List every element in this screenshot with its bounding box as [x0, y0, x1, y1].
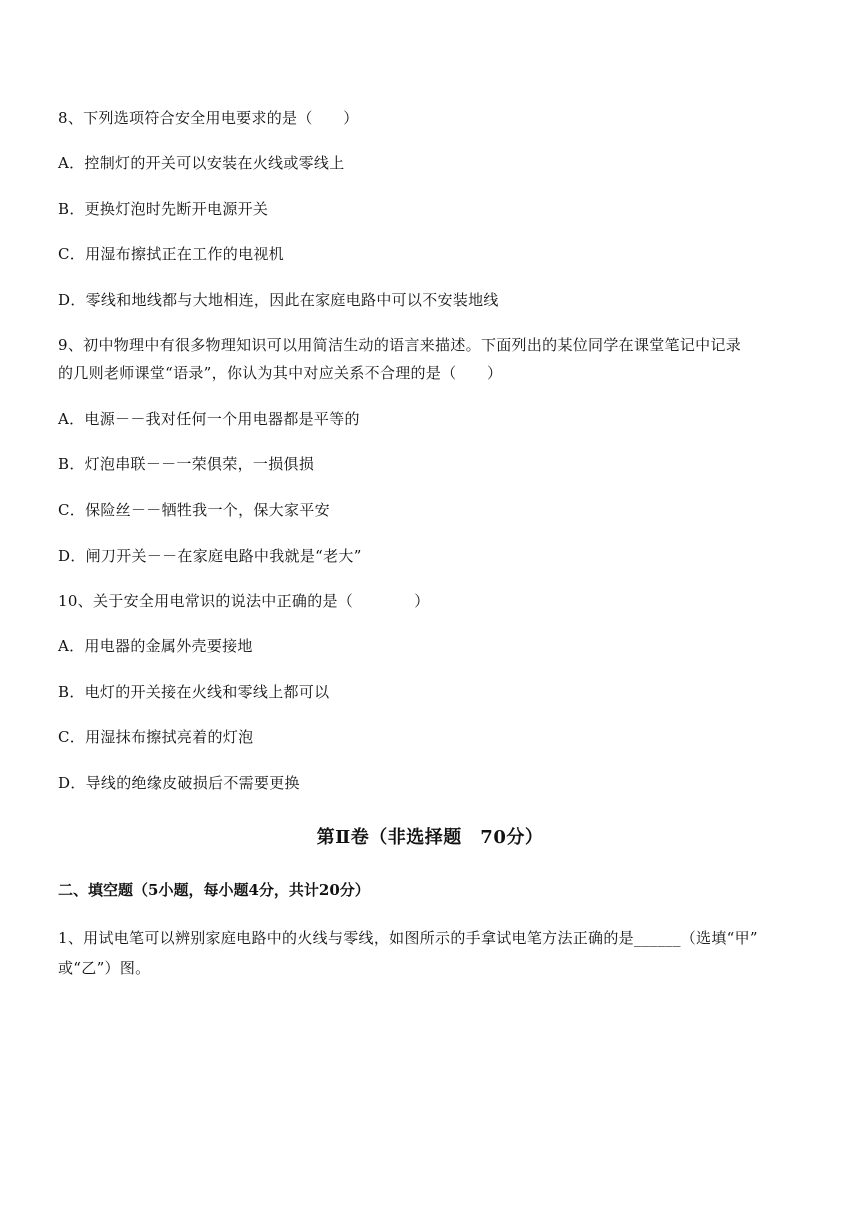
- question-10-stem: 10、关于安全用电常识的说法中正确的是（ ）: [58, 592, 430, 610]
- question-8-option-c: C．用湿布擦拭正在工作的电视机: [58, 245, 284, 263]
- part-2-title: 第Ⅱ卷（非选择题 70分）: [316, 827, 544, 848]
- fill-in-section-heading: 二、填空题（5小题，每小题4分，共计20分）: [58, 881, 370, 899]
- question-9-option-a: A．电源－－我对任何一个用电器都是平等的: [58, 410, 360, 428]
- question-10-option-a: A．用电器的金属外壳要接地: [58, 637, 253, 655]
- fill-in-question-1-line1: 1、用试电笔可以辨别家庭电路中的火线与零线，如图所示的手拿试电笔方法正确的是______（选填“甲”: [58, 929, 758, 947]
- question-10-option-d: D．导线的绝缘皮破损后不需要更换: [58, 774, 300, 792]
- question-8-option-b: B．更换灯泡时先断开电源开关: [58, 200, 269, 218]
- question-9-option-b: B．灯泡串联－－一荣俱荣，一损俱损: [58, 455, 315, 473]
- question-10-option-b: B．电灯的开关接在火线和零线上都可以: [58, 683, 330, 701]
- question-9-stem-line1: 9、初中物理中有很多物理知识可以用简洁生动的语言来描述。下面列出的某位同学在课堂笔记中记录: [58, 336, 742, 354]
- fill-in-question-1-line2: 或“乙”）图。: [58, 959, 151, 977]
- question-8-option-d: D．零线和地线都与大地相连，因此在家庭电路中可以不安装地线: [58, 291, 499, 309]
- question-9-option-d: D．闸刀开关－－在家庭电路中我就是“老大”: [58, 547, 362, 565]
- question-9-option-c: C．保险丝－－牺牲我一个，保大家平安: [58, 501, 330, 519]
- question-10-option-c: C．用湿抹布擦拭亮着的灯泡: [58, 728, 254, 746]
- question-9-stem-line2: 的几则老师课堂“语录”，你认为其中对应关系不合理的是（ ）: [58, 364, 503, 382]
- question-8-option-a: A．控制灯的开关可以安装在火线或零线上: [58, 154, 345, 172]
- question-8-stem: 8、下列选项符合安全用电要求的是（ ）: [58, 109, 359, 127]
